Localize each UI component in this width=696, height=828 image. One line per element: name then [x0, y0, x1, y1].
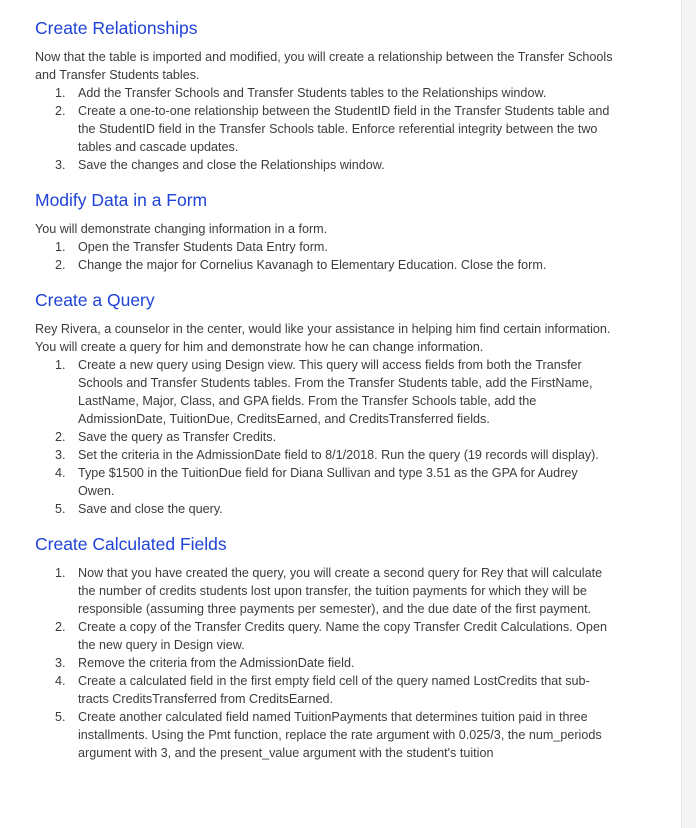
section-heading: Modify Data in a Form	[35, 190, 208, 210]
item-text: Remove the criteria from the AdmissionDate field.	[78, 656, 355, 670]
item-text: Save the changes and close the Relationships window.	[78, 158, 385, 172]
section-heading: Create Calculated Fields	[35, 534, 227, 554]
item-text: Save and close the query.	[78, 502, 223, 516]
item-text: Add the Transfer Schools and Transfer Students tables to the Relationships window.	[78, 86, 547, 100]
item-number: 3.	[55, 448, 66, 462]
list-item	[35, 238, 615, 256]
item-text: Create a copy of the Transfer Credits query. Name the copy Transfer Credit Calculations. Open the new query in Design view.	[78, 620, 607, 652]
list-item	[35, 156, 615, 174]
item-number: 2.	[55, 104, 66, 118]
instruction-list	[35, 238, 615, 274]
document-content	[35, 17, 615, 762]
item-number: 5.	[55, 710, 66, 724]
list-item	[35, 356, 615, 428]
section-modify-data-in-a-form	[35, 189, 615, 274]
item-text: Type $1500 in the TuitionDue field for Diana Sullivan and type 3.51 as the GPA for Audrey Owen.	[78, 466, 578, 498]
instruction-list	[35, 564, 615, 762]
list-item	[35, 84, 615, 102]
item-number: 1.	[55, 240, 66, 254]
item-number: 2.	[55, 258, 66, 272]
item-text: Now that you have created the query, you will create a second query for Rey that will calculate the number of credits students lost upon transfer, the tuition payments for which they will be responsible (assuming three payments per semester), and the due date of the first payment.	[78, 566, 603, 616]
item-number: 1.	[55, 86, 66, 100]
list-item	[35, 256, 615, 274]
list-item	[35, 618, 615, 654]
list-item	[35, 672, 615, 708]
page-edge-gutter	[681, 0, 696, 828]
section-create-calculated-fields	[35, 533, 615, 762]
item-text: Change the major for Cornelius Kavanagh to Elementary Education. Close the form.	[78, 258, 547, 272]
list-item	[35, 708, 615, 762]
section-create-relationships	[35, 17, 615, 174]
item-number: 3.	[55, 656, 66, 670]
instruction-list	[35, 84, 615, 174]
list-item	[35, 654, 615, 672]
section-intro: You will demonstrate changing information in a form.	[35, 222, 328, 236]
item-number: 2.	[55, 620, 66, 634]
item-text: Create a one-to-one relationship between the StudentID field in the Transfer Students table and the StudentID field in the Transfer Schools table. Enforce referential integrity between the two tables and cascade updates.	[78, 104, 610, 154]
item-number: 2.	[55, 430, 66, 444]
list-item	[35, 464, 615, 500]
item-number: 3.	[55, 158, 66, 172]
section-intro: Now that the table is imported and modified, you will create a relationship between the Transfer Schools and Transfer Students tables.	[35, 50, 613, 82]
item-number: 4.	[55, 674, 66, 688]
item-text: Save the query as Transfer Credits.	[78, 430, 277, 444]
item-text: Open the Transfer Students Data Entry form.	[78, 240, 328, 254]
list-item	[35, 564, 615, 618]
item-number: 1.	[55, 566, 66, 580]
section-heading: Create a Query	[35, 290, 155, 310]
item-number: 5.	[55, 502, 66, 516]
instruction-list	[35, 356, 615, 518]
item-text: Set the criteria in the AdmissionDate field to 8/1/2018. Run the query (19 records will display).	[78, 448, 599, 462]
section-create-a-query	[35, 289, 615, 518]
item-text: Create a new query using Design view. This query will access fields from both the Transfer Schools and Transfer Students tables. From the Transfer Students table, add the FirstName, LastName, Major, Class, and GPA fields. From the Transfer Schools table, add the AdmissionDate, TuitionDue, CreditsEarned, and CreditsTransferred fields.	[78, 358, 593, 426]
list-item	[35, 446, 615, 464]
item-text: Create a calculated field in the first empty field cell of the query named LostCredits that sub- tracts CreditsTransferred from CreditsEarned.	[78, 674, 590, 706]
list-item	[35, 102, 615, 156]
section-intro: Rey Rivera, a counselor in the center, would like your assistance in helping him find certain information. You will create a query for him and demonstrate how he can change information.	[35, 322, 611, 354]
item-number: 4.	[55, 466, 66, 480]
item-text: Create another calculated field named TuitionPayments that determines tuition paid in three installments. Using the Pmt function, replace the rate argument with 0.025/3, the num_periods argument with 3, and the present_value argument with the student's tuition	[78, 710, 602, 760]
item-number: 1.	[55, 358, 66, 372]
list-item	[35, 500, 615, 518]
section-heading: Create Relationships	[35, 18, 198, 38]
list-item	[35, 428, 615, 446]
